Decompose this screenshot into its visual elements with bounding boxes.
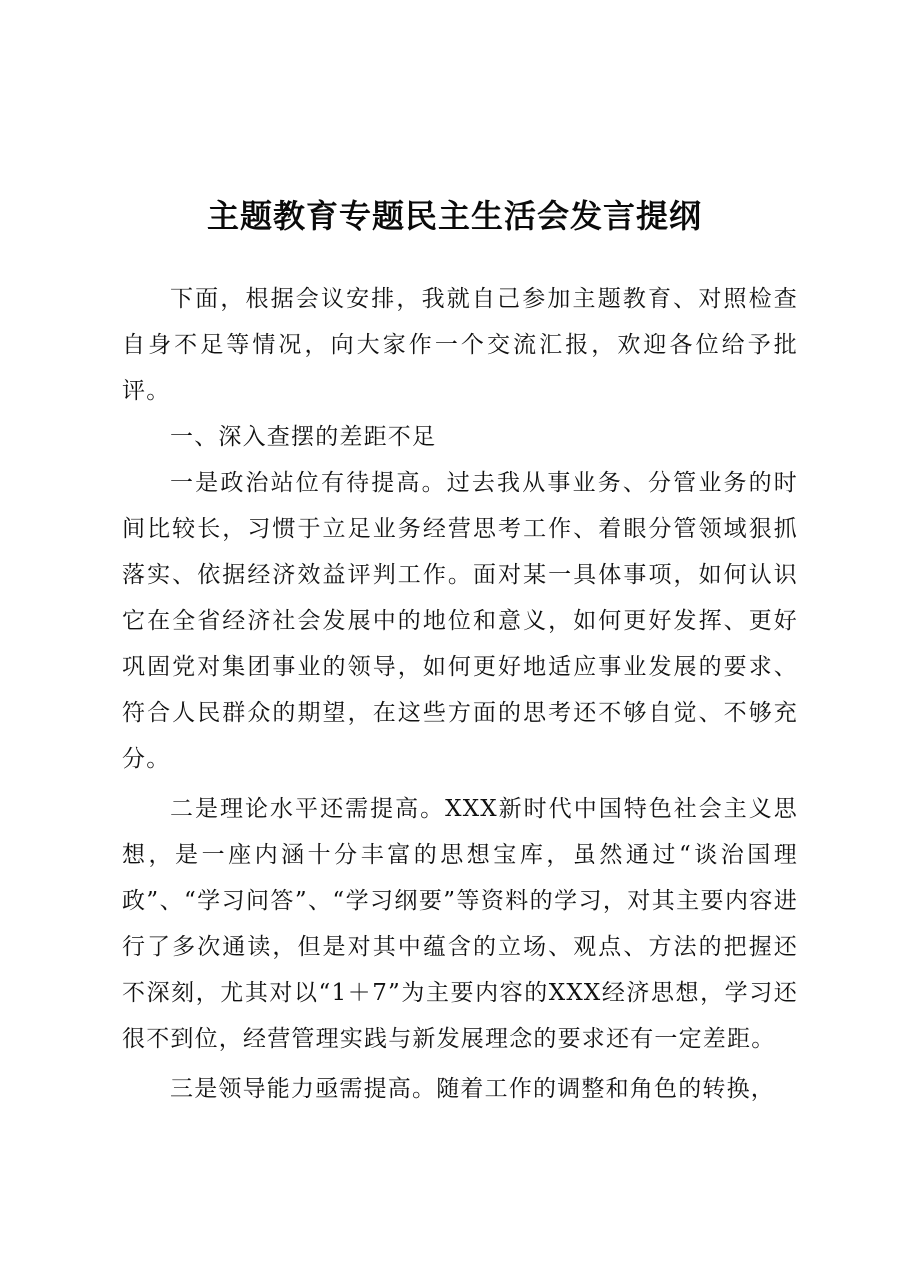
paragraph-point-two: 二是理论水平还需提高。XXX新时代中国特色社会主义思想，是一座内涵十分丰富的思想宝库，虽然通过“谈治国理政”、“学习问答”、“学习纲要”等资料的学习，对其主要内容进行了多次通读，但是对其中蕴含的立场、观点、方法的把握还不深刻，尤其对以“1＋7”为主要内容的XXX经济思想，学习还很不到位，经营管理实践与新发展理念的要求还有一定差距。 (122, 796, 798, 1052)
paragraph-intro: 下面，根据会议安排，我就自己参加主题教育、对照检查自身不足等情况，向大家作一个交流汇报，欢迎各位给予批评。 (122, 286, 798, 404)
paragraph-point-three: 三是领导能力亟需提高。随着工作的调整和角色的转换， (170, 1076, 775, 1102)
document-title: 主题教育专题民主生活会发言提纲 (206, 197, 702, 235)
document-body (122, 276, 798, 1112)
paragraph-point-one: 一是政治站位有待提高。过去我从事业务、分管业务的时间比较长，习惯于立足业务经营思考工作、着眼分管领域狠抓落实、依据经济效益评判工作。面对某一具体事项，如何认识它在全省经济社会发展中的地位和意义，如何更好发挥、更好巩固党对集团事业的领导，如何更好地适应事业发展的要求、符合人民群众的期望，在这些方面的思考还不够自觉、不够充分。 (122, 470, 798, 772)
section-heading: 一、深入查摆的差距不足 (170, 424, 437, 450)
